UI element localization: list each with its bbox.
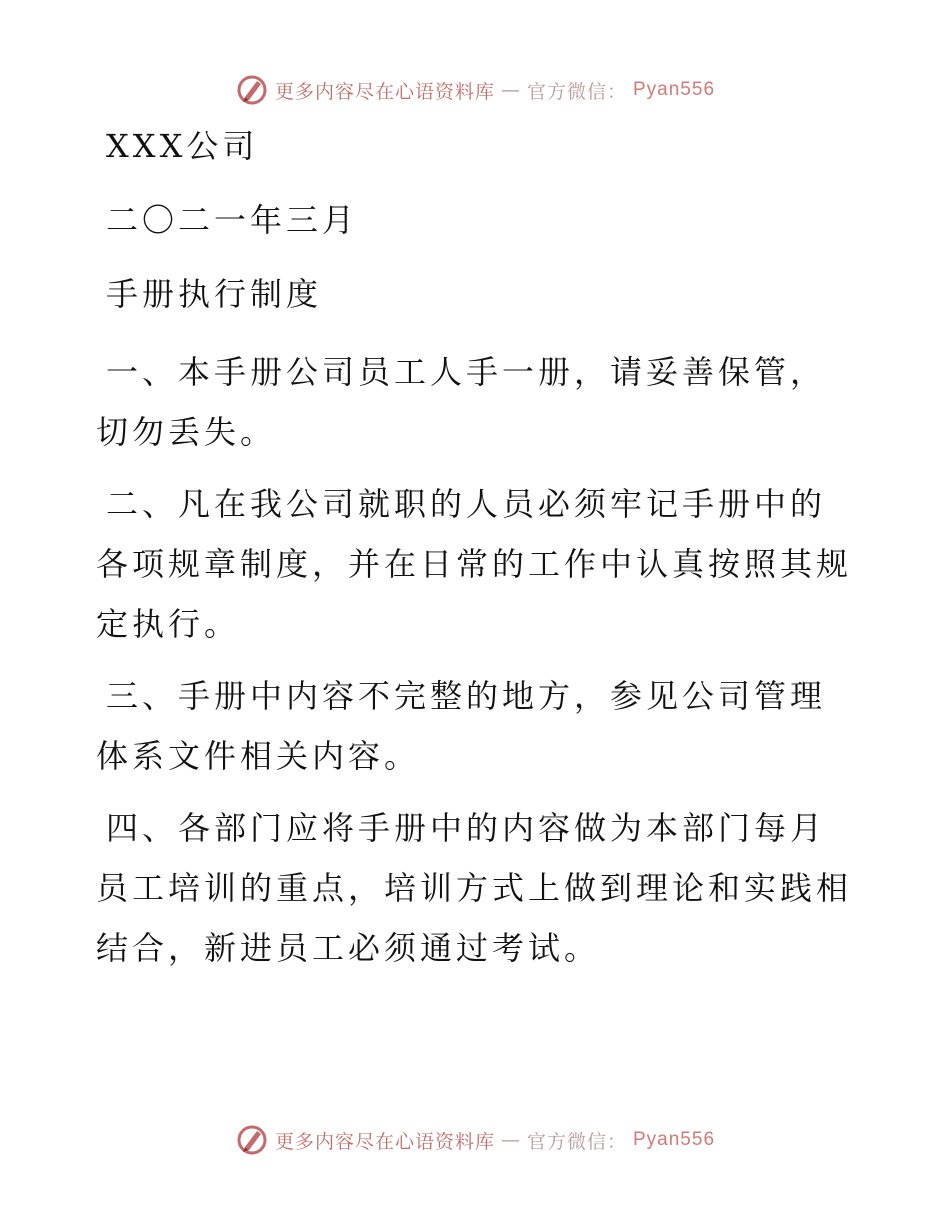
watermark-label: 官方微信： xyxy=(526,80,627,103)
paragraph-1: 一、本手册公司员工人手一册，请妥善保管，切勿丢失。 xyxy=(96,353,827,451)
watermark-text: 更多内容尽在心语资料库 xyxy=(274,80,495,103)
paragraph-2: 二、凡在我公司就职的人员必须牢记手册中的各项规章制度，并在日常的工作中认真按照其规定执行。 xyxy=(96,485,853,643)
paragraph-4: 四、各部门应将手册中的内容做为本部门每月员工培训的重点，培训方式上做到理论和实践相结合，新进员工必须通过考试。 xyxy=(96,809,853,967)
watermark-separator: — xyxy=(500,1129,521,1151)
header-watermark xyxy=(0,70,950,110)
document-title: 手册执行制度 xyxy=(106,275,323,313)
watermark-separator: — xyxy=(500,79,521,101)
watermark-text: 更多内容尽在心语资料库 xyxy=(274,1130,495,1153)
footer-watermark xyxy=(0,1120,950,1160)
watermark-wechat-id: Pyan556 xyxy=(633,1129,716,1150)
watermark-wechat-id: Pyan556 xyxy=(633,79,716,100)
watermark-label: 官方微信： xyxy=(526,1130,627,1153)
company-name: XXX公司 xyxy=(106,127,259,165)
document-date: 二〇二一年三月 xyxy=(106,201,359,239)
paragraph-3: 三、手册中内容不完整的地方，参见公司管理体系文件相关内容。 xyxy=(96,677,827,775)
document-body xyxy=(96,120,856,990)
pen-logo-icon xyxy=(235,1123,269,1157)
pen-logo-icon xyxy=(235,73,269,107)
